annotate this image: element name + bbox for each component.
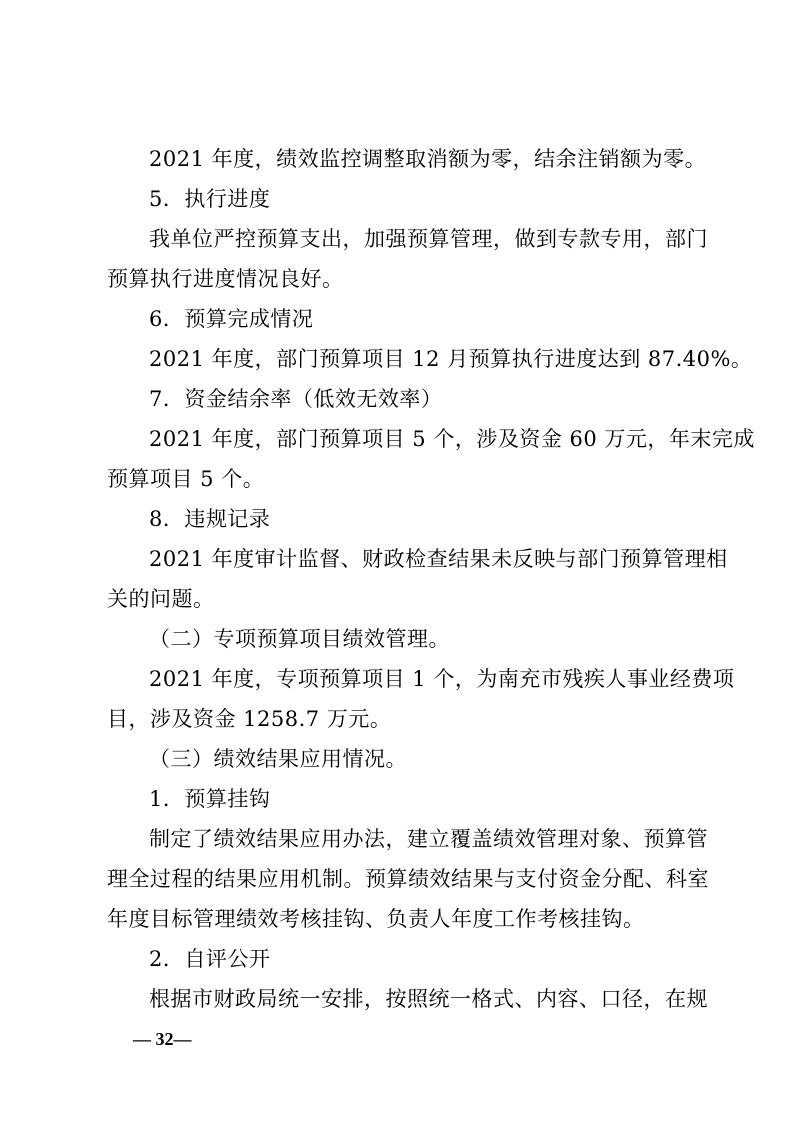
paragraph-line: 预算执行进度情况良好。 [107, 267, 344, 291]
paragraph-line: 根据市财政局统一安排，按照统一格式、内容、口径，在规 [149, 987, 708, 1011]
section-heading: 2．自评公开 [149, 947, 271, 971]
paragraph-line: 理全过程的结果应用机制。预算绩效结果与支付资金分配、科室 [107, 867, 709, 891]
section-heading: 8．违规记录 [149, 507, 271, 531]
section-heading: （三）绩效结果应用情况。 [149, 747, 407, 771]
section-heading: 1．预算挂钩 [149, 787, 271, 811]
section-heading: （二）专项预算项目绩效管理。 [149, 627, 450, 651]
paragraph-line: 2021 年度，部门预算项目 12 月预算执行进度达到 87.40%。 [149, 347, 753, 371]
paragraph-line: 2021 年度审计监督、财政检查结果未反映与部门预算管理相 [149, 547, 728, 571]
section-heading: 5．执行进度 [149, 187, 271, 211]
paragraph-line: 年度目标管理绩效考核挂钩、负责人年度工作考核挂钩。 [107, 907, 645, 931]
section-heading: 6．预算完成情况 [149, 307, 314, 331]
section-heading: 7．资金结余率（低效无效率） [149, 387, 443, 411]
paragraph-line: 目，涉及资金 1258.7 万元。 [107, 707, 392, 731]
paragraph-line: 关的问题。 [107, 587, 215, 611]
paragraph-line: 我单位严控预算支出，加强预算管理，做到专款专用，部门 [149, 227, 708, 251]
paragraph-line: 预算项目 5 个。 [107, 467, 265, 491]
page-number: — 32— [133, 1029, 192, 1049]
paragraph-line: 制定了绩效结果应用办法，建立覆盖绩效管理对象、预算管 [149, 827, 708, 851]
paragraph-line: 2021 年度，专项预算项目 1 个，为南充市残疾人事业经费项 [149, 667, 735, 691]
paragraph-line: 2021 年度，部门预算项目 5 个，涉及资金 60 万元，年末完成 [149, 427, 755, 451]
paragraph-line: 2021 年度，绩效监控调整取消额为零，结余注销额为零。 [149, 147, 707, 171]
